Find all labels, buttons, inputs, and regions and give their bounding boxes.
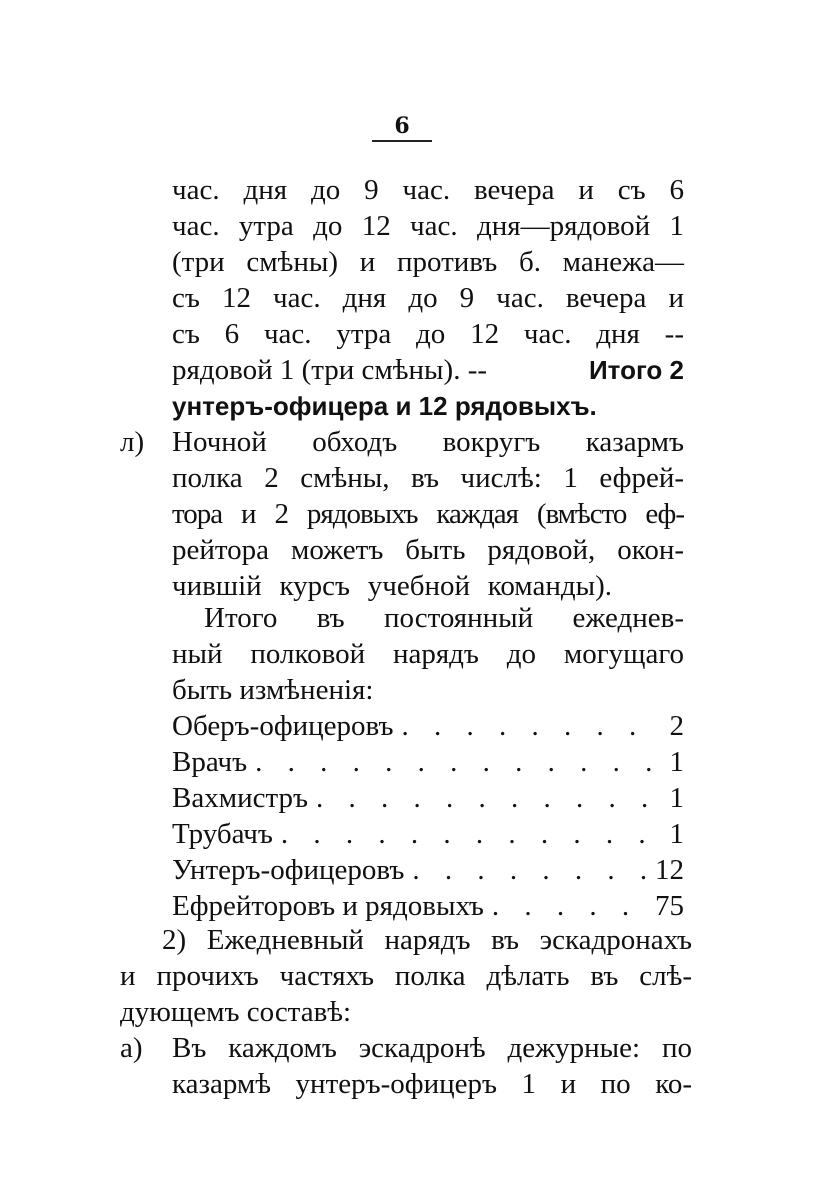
text-line: Итого въ постоянный ежеднев-: [204, 602, 684, 634]
summary-row-value: 1: [669, 782, 684, 814]
summary-row: [172, 852, 684, 888]
summary-row-value: 75: [655, 890, 684, 922]
summary-row-value: 12: [655, 854, 684, 886]
text-line: Ночной обходъ вокругъ казармъ: [172, 426, 684, 458]
dot-leader: [404, 852, 654, 888]
text-line: час. утра до 12 час. дня—рядовой 1: [172, 210, 684, 242]
text-line: час. дня до 9 час. вечера и съ 6: [172, 174, 684, 206]
dot-leader: [247, 744, 654, 780]
text-line: (три смѣны) и противъ б. манежа—: [172, 246, 684, 278]
item-label: а): [120, 1032, 143, 1064]
item-label: л): [120, 426, 145, 458]
dot-leader: [308, 780, 654, 816]
page-number-rule: [372, 140, 432, 142]
text-line: съ 6 час. утра до 12 час. дня --: [172, 318, 684, 350]
text-line: ный полковой нарядъ до могущаго: [172, 638, 684, 670]
summary-row: [172, 780, 684, 816]
summary-row-name: Оберъ-офицеровъ: [172, 710, 394, 742]
summary-row-name: Трубачъ: [172, 818, 273, 850]
bold-total-line: унтеръ-офицера и 12 рядовыхъ.: [172, 391, 597, 421]
text-line: рейтора можетъ быть рядовой, окон-: [172, 534, 684, 566]
summary-row-value: 1: [669, 818, 684, 850]
text-line: полка 2 смѣны, въ числѣ: 1 ефрей-: [172, 462, 684, 494]
summary-row-value: 1: [669, 746, 684, 778]
summary-row: [172, 744, 684, 780]
text-line: [172, 352, 684, 388]
summary-row-name: Вахмистръ: [172, 782, 308, 814]
text-line: казармѣ унтеръ-офицеръ 1 и по ко-: [172, 1068, 692, 1100]
text-line: 2) Ежедневный нарядъ въ эскадронахъ: [162, 924, 692, 956]
dot-leader: [394, 708, 654, 744]
text-line: съ 12 час. дня до 9 час. вечера и: [172, 282, 684, 314]
text-line: и прочихъ частяхъ полка дѣлать въ слѣ-: [120, 960, 692, 992]
summary-row-name: Унтеръ-офицеровъ: [172, 854, 405, 886]
text-segment: рядовой 1 (три смѣны). --: [172, 354, 488, 386]
summary-row-value: 2: [669, 710, 684, 742]
summary-row: [172, 816, 684, 852]
dot-leader: [484, 888, 654, 924]
page-number: 6: [394, 113, 410, 139]
summary-row-name: Ефрейторовъ и рядовыхъ: [172, 890, 484, 922]
text-line: дующемъ составѣ:: [120, 996, 352, 1028]
bold-total-inline: Итого 2: [588, 355, 684, 385]
text-line: чившій курсъ учебной команды).: [172, 570, 612, 602]
dot-leader: [273, 816, 654, 852]
summary-row: [172, 708, 684, 744]
text-line: Въ каждомъ эскадронѣ дежурные: по: [172, 1032, 692, 1064]
text-line: быть измѣненія:: [172, 674, 374, 706]
summary-row: [172, 888, 684, 924]
text-line: тора и 2 рядовыхъ каждая (вмѣсто еф-: [172, 498, 684, 530]
summary-row-name: Врачъ: [172, 746, 248, 778]
